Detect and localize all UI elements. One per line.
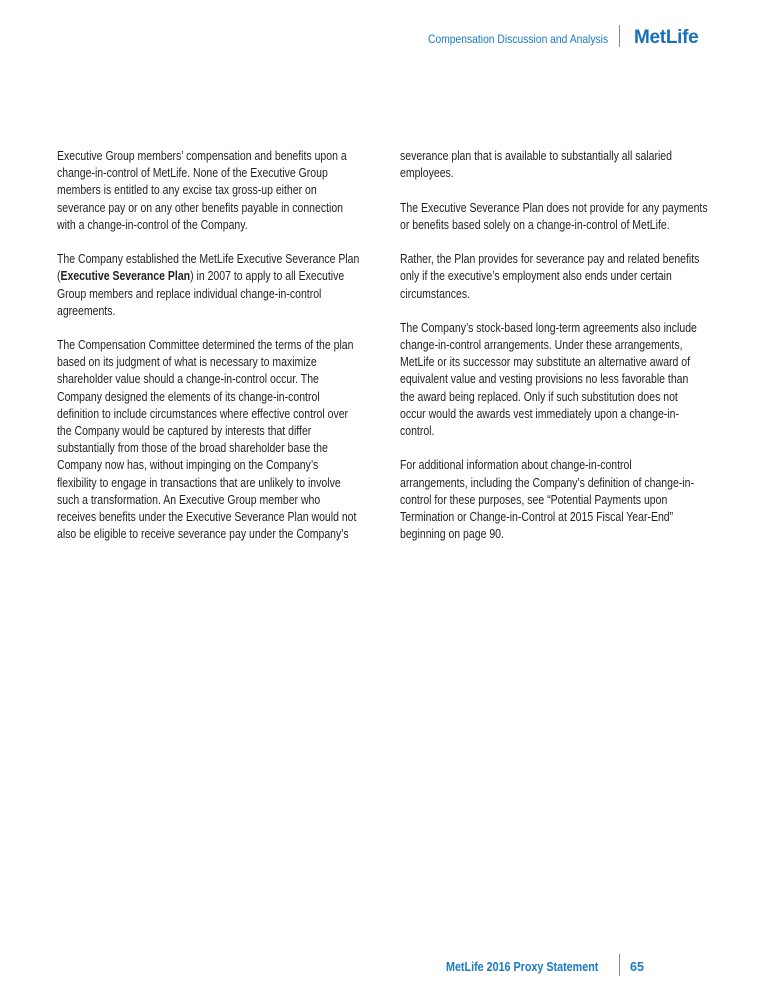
text-line: Termination or Change-in-Control at 2015 Fiscal Year-End” — [400, 509, 674, 524]
text-segment: ) in 2007 to apply to all Executive — [190, 269, 345, 284]
paragraph — [57, 148, 372, 234]
text-line: change-in-control of MetLife. None of the Executive Group — [57, 166, 328, 181]
text-line: Group members and replace individual change-in-control — [57, 286, 322, 301]
text-line: shareholder value should a change-in-control occur. The — [57, 372, 319, 387]
text-line: employees. — [400, 166, 454, 181]
text-line: The Company established the MetLife Executive Severance Plan — [57, 252, 360, 267]
text-line: Company now has, without impinging on the Company’s — [57, 458, 319, 473]
text-line: Executive Group members’ compensation and benefits upon a — [57, 149, 347, 163]
text-line: The Company’s stock-based long-term agreements also include — [400, 320, 697, 335]
text-line: flexibility to engage in transactions that are unlikely to involve — [57, 475, 341, 490]
text-line: the award being replaced. Only if such substitution does not — [400, 389, 678, 404]
text-line: only if the executive’s employment also ends under certain — [400, 269, 672, 284]
left-column — [57, 148, 372, 561]
text-line: also be eligible to receive severance pay under the Company’s — [57, 527, 349, 542]
publication-title: MetLife 2016 Proxy Statement — [446, 960, 599, 974]
header-divider — [619, 25, 620, 47]
paragraph — [57, 251, 372, 320]
text-line: severance pay or on any other benefits payable in connection — [57, 200, 344, 215]
text-line: Rather, the Plan provides for severance pay and related benefits — [400, 252, 700, 267]
metlife-logo: MetLife — [634, 27, 699, 48]
defined-term: Executive Severance Plan — [60, 269, 191, 284]
text-line: The Compensation Committee determined the terms of the plan — [57, 338, 354, 353]
text-line: severance plan that is available to substantially all salaried — [400, 149, 673, 163]
text-line: Company designed the elements of its change-in-control — [57, 389, 320, 404]
text-line: occur would the awards vest immediately upon a change-in- — [400, 406, 679, 421]
text-line: The Executive Severance Plan does not provide for any payments — [400, 200, 708, 215]
paragraph — [400, 200, 715, 234]
text-line: definition to include circumstances where effective control over — [57, 406, 349, 421]
text-line: based on its judgment of what is necessary to maximize — [57, 355, 317, 370]
text-line: MetLife or its successor may substitute an alternative award of — [400, 355, 691, 370]
text-line: such a transformation. An Executive Group member who — [57, 492, 321, 507]
text-line: with a change-in-control of the Company. — [57, 217, 248, 232]
paragraph — [400, 148, 715, 182]
text-line: arrangements, including the Company’s definition of change-in- — [400, 475, 694, 490]
text-line: circumstances. — [400, 286, 471, 301]
text-line: control. — [400, 424, 435, 438]
text-line: or benefits based solely on a change-in-control of MetLife. — [400, 217, 670, 232]
text-line: agreements. — [57, 303, 116, 318]
text-line: beginning on page 90. — [400, 527, 504, 542]
right-column — [400, 148, 715, 561]
footer-divider — [619, 954, 620, 976]
text-line: change-in-control arrangements. Under these arrangements, — [400, 338, 683, 353]
text-line: substantially from those of the broad shareholder base the — [57, 441, 328, 456]
text-line: members is entitled to any excise tax gross-up either on — [57, 183, 317, 198]
text-line: equivalent value and vesting provisions no less favorable than — [400, 372, 689, 387]
paragraph — [57, 337, 372, 543]
page-number: 65 — [630, 960, 644, 974]
text-segment: ( — [57, 269, 61, 284]
section-title: Compensation Discussion and Analysis — [428, 32, 609, 46]
text-line: control for these purposes, see “Potential Payments upon — [400, 492, 668, 507]
text-line: the Company would be captured by interests that differ — [57, 424, 312, 438]
paragraph — [400, 251, 715, 303]
paragraph — [400, 457, 715, 543]
text-line — [57, 268, 345, 285]
paragraph — [400, 320, 715, 440]
text-line: For additional information about change-in-control — [400, 458, 632, 473]
text-line: receives benefits under the Executive Severance Plan would not — [57, 509, 357, 524]
